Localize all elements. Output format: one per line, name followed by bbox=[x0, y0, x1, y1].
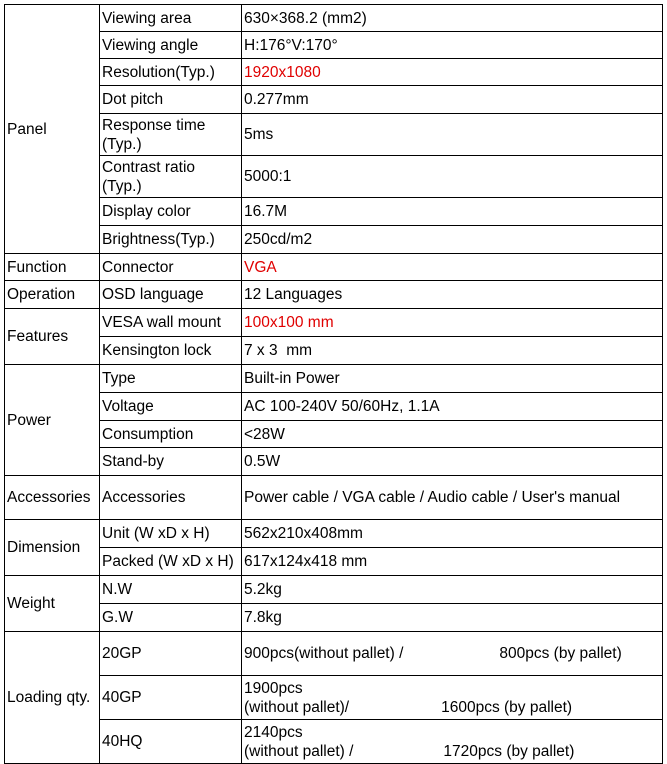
value-40hq-count: 2140pcs bbox=[244, 723, 303, 741]
category-features: Features bbox=[5, 309, 100, 365]
attr-40gp: 40GP bbox=[100, 676, 242, 720]
value-packed-size: 617x124x418 mm bbox=[242, 548, 663, 576]
attr-osd-language: OSD language bbox=[100, 281, 242, 309]
value-40gp bbox=[242, 676, 663, 720]
table-row bbox=[5, 421, 663, 448]
value-20gp-without-pallet: 900pcs(without pallet) / bbox=[244, 645, 404, 662]
value-resolution: 1920x1080 bbox=[242, 59, 663, 86]
value-40hq-by-pallet: 1720pcs (by pallet) bbox=[443, 742, 575, 760]
attr-stand-by: Stand-by bbox=[100, 448, 242, 476]
table-row bbox=[5, 365, 663, 393]
attr-resolution: Resolution(Typ.) bbox=[100, 59, 242, 86]
attr-connector: Connector bbox=[100, 254, 242, 281]
table-row bbox=[5, 393, 663, 421]
attr-response-time bbox=[100, 114, 242, 156]
table-row bbox=[5, 198, 663, 226]
value-40gp-without-pallet: (without pallet)/ bbox=[244, 698, 350, 716]
table-row bbox=[5, 281, 663, 309]
value-contrast-ratio: 5000:1 bbox=[242, 156, 663, 198]
attr-power-type: Type bbox=[100, 365, 242, 393]
attr-vesa-wall-mount: VESA wall mount bbox=[100, 309, 242, 337]
value-net-weight: 5.2kg bbox=[242, 576, 663, 604]
value-40hq-without-pallet: (without pallet) / bbox=[244, 742, 354, 760]
table-row bbox=[5, 448, 663, 476]
attr-20gp: 20GP bbox=[100, 632, 242, 676]
value-vesa-wall-mount: 100x100 mm bbox=[242, 309, 663, 337]
table-row bbox=[5, 676, 663, 720]
category-function: Function bbox=[5, 254, 100, 281]
attr-contrast-ratio-line2: (Typ.) bbox=[102, 177, 142, 195]
attr-consumption: Consumption bbox=[100, 421, 242, 448]
table-row bbox=[5, 576, 663, 604]
value-20gp-by-pallet: 800pcs (by pallet) bbox=[499, 645, 622, 662]
value-40hq bbox=[242, 720, 663, 764]
table-row bbox=[5, 548, 663, 576]
category-dimension: Dimension bbox=[5, 520, 100, 576]
category-power: Power bbox=[5, 365, 100, 476]
value-connector: VGA bbox=[242, 254, 663, 281]
value-display-color: 16.7M bbox=[242, 198, 663, 226]
attr-viewing-area: Viewing area bbox=[100, 5, 242, 32]
table-row bbox=[5, 59, 663, 86]
table-row bbox=[5, 86, 663, 114]
attr-unit-size: Unit (W xD x H) bbox=[100, 520, 242, 548]
value-kensington-lock: 7 x 3 mm bbox=[242, 337, 663, 365]
value-viewing-angle: H:176°V:170° bbox=[242, 32, 663, 59]
attr-accessories: Accessories bbox=[100, 476, 242, 520]
table-row bbox=[5, 156, 663, 198]
spec-table bbox=[4, 4, 663, 764]
attr-contrast-ratio-line1: Contrast ratio bbox=[102, 158, 196, 176]
attr-response-time-line1: Response time bbox=[102, 116, 206, 134]
value-power-type: Built-in Power bbox=[242, 365, 663, 393]
table-row bbox=[5, 5, 663, 32]
value-gross-weight: 7.8kg bbox=[242, 604, 663, 632]
attr-contrast-ratio bbox=[100, 156, 242, 198]
attr-gross-weight: G.W bbox=[100, 604, 242, 632]
attr-voltage: Voltage bbox=[100, 393, 242, 421]
attr-brightness: Brightness(Typ.) bbox=[100, 226, 242, 254]
attr-viewing-angle: Viewing angle bbox=[100, 32, 242, 59]
attr-display-color: Display color bbox=[100, 198, 242, 226]
attr-packed-size: Packed (W xD x H) bbox=[100, 548, 242, 576]
value-voltage: AC 100-240V 50/60Hz, 1.1A bbox=[242, 393, 663, 421]
category-operation: Operation bbox=[5, 281, 100, 309]
value-unit-size: 562x210x408mm bbox=[242, 520, 663, 548]
table-row bbox=[5, 114, 663, 156]
table-row bbox=[5, 604, 663, 632]
value-osd-language: 12 Languages bbox=[242, 281, 663, 309]
table-row bbox=[5, 632, 663, 676]
attr-net-weight: N.W bbox=[100, 576, 242, 604]
attr-dot-pitch: Dot pitch bbox=[100, 86, 242, 114]
table-row bbox=[5, 254, 663, 281]
table-row bbox=[5, 32, 663, 59]
value-consumption: <28W bbox=[242, 421, 663, 448]
category-weight: Weight bbox=[5, 576, 100, 632]
value-stand-by: 0.5W bbox=[242, 448, 663, 476]
table-row bbox=[5, 520, 663, 548]
attr-response-time-line2: (Typ.) bbox=[102, 135, 142, 153]
table-row bbox=[5, 309, 663, 337]
table-row bbox=[5, 720, 663, 764]
value-40gp-by-pallet: 1600pcs (by pallet) bbox=[441, 698, 573, 716]
table-row bbox=[5, 226, 663, 254]
value-accessories: Power cable / VGA cable / Audio cable / User's manual bbox=[242, 476, 663, 520]
attr-40hq: 40HQ bbox=[100, 720, 242, 764]
value-dot-pitch: 0.277mm bbox=[242, 86, 663, 114]
category-accessories: Accessories bbox=[5, 476, 100, 520]
value-brightness: 250cd/m2 bbox=[242, 226, 663, 254]
value-40gp-count: 1900pcs bbox=[244, 679, 303, 697]
value-20gp bbox=[242, 632, 663, 676]
category-loading-qty: Loading qty. bbox=[5, 632, 100, 764]
value-viewing-area: 630×368.2 (mm2) bbox=[242, 5, 663, 32]
value-response-time: 5ms bbox=[242, 114, 663, 156]
table-row bbox=[5, 337, 663, 365]
attr-kensington-lock: Kensington lock bbox=[100, 337, 242, 365]
category-panel: Panel bbox=[5, 5, 100, 254]
table-row bbox=[5, 476, 663, 520]
